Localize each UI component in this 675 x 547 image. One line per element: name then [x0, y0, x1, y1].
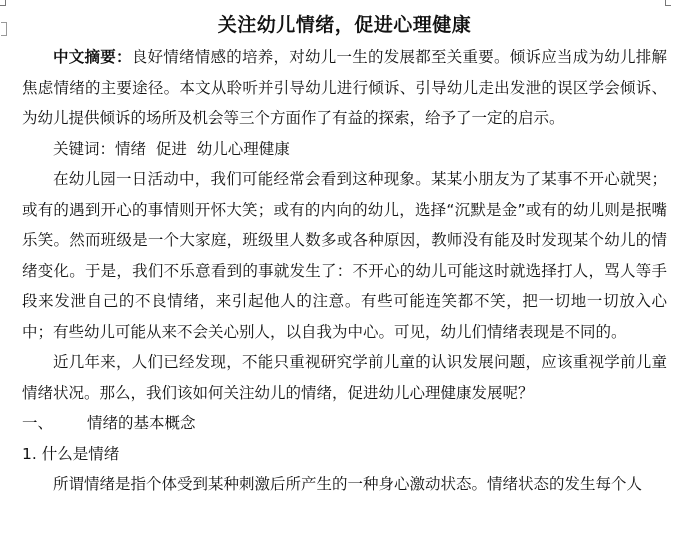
- section-title: 情绪的基本概念: [87, 414, 196, 432]
- body-paragraph-3: 所谓情绪是指个体受到某种刺激后所产生的一种身心激动状态。情绪状态的发生每个人: [53, 475, 643, 493]
- body-paragraph-2: 近几年来，人们已经发现，不能只重视研究学前儿童的认识发展问题，应该重视学前儿童情绪状况。那么，我们该如何关注幼儿的情绪，促进幼儿心理健康发展呢？: [22, 353, 667, 402]
- page-corner-marks: [0, 0, 675, 6]
- body-paragraph-1: 在幼儿园一日活动中，我们可能经常会看到这种现象。某某小朋友为了某事不开心就哭；或有的遇到开心的事情则开怀大笑；或有的内向的幼儿，选择“沉默是金”或有的幼儿则是抿嘴乐笑。然而班级是一个大家庭，班级里人数多或各种原因，教师没有能及时发现某个幼儿的情绪变化。于是，我们不乐意看到的事就发生了：不开心的幼儿可能这时就选择打人，骂人等手段来发泄自己的不良情绪，来引起他人的注意。有些可能连笑都不笑，把一切地一切放入心中；有些幼儿可能从来不会关心别人，以自我为中心。可见，幼儿们情绪表现是不同的。: [22, 170, 667, 341]
- right-crop-mark: [665, 0, 671, 6]
- subsection-heading-1: 1. 什么是情绪: [22, 444, 120, 463]
- keywords-line: 关键词：情绪 促进 幼儿心理健康: [53, 139, 290, 158]
- section-heading-1: [22, 408, 667, 439]
- document-page: [22, 8, 667, 500]
- section-number: 一、: [22, 414, 54, 432]
- margin-marker: [1, 22, 7, 36]
- document-title: 关注幼儿情绪，促进心理健康: [217, 14, 472, 36]
- abstract-text: 良好情绪情感的培养，对幼儿一生的发展都至关重要。倾诉应当成为幼儿排解焦虑情绪的主要途径。本文从聆听并引导幼儿进行倾诉、引导幼儿走出发泄的误区学会倾诉、为幼儿提供倾诉的场所及机会等三个方面作了有益的探索，给予了一定的启示。: [22, 48, 667, 127]
- abstract-label: 中文摘要：: [53, 48, 132, 66]
- abstract-paragraph: [22, 42, 667, 134]
- left-crop-mark: [0, 0, 6, 6]
